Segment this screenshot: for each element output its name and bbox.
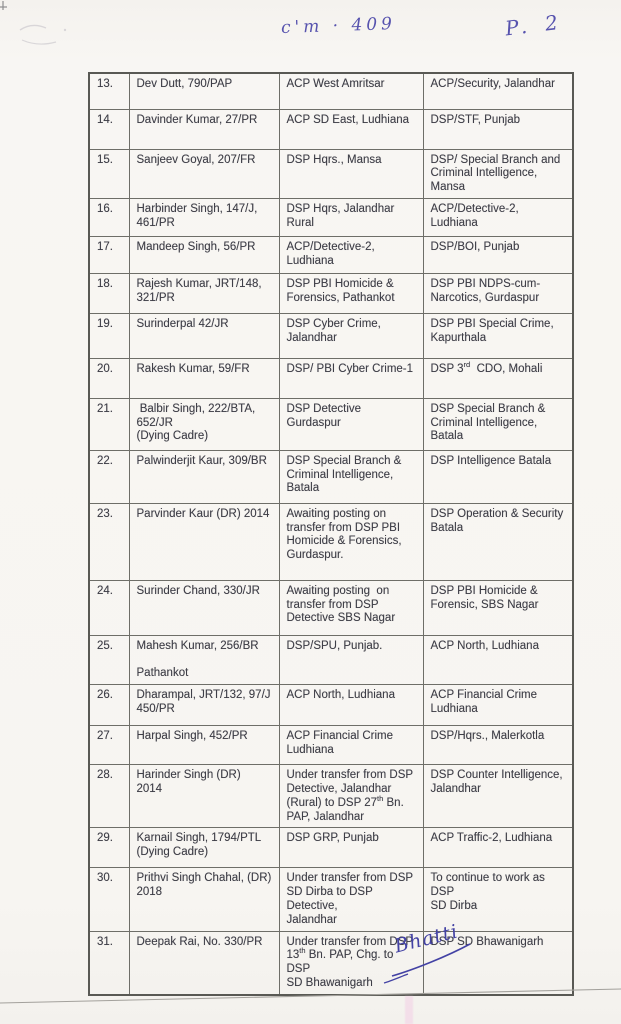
name-cell: Mandeep Singh, 56/PR — [129, 236, 279, 273]
handwritten-note: c'm · 409 — [280, 13, 397, 39]
from-posting-cell: ACP West Amritsar — [279, 73, 423, 109]
serial-cell: 29. — [89, 828, 129, 868]
to-posting-cell: DSP Intelligence Batala — [423, 450, 573, 503]
to-posting-cell: ACP/Security, Jalandhar — [423, 73, 573, 109]
from-posting-cell: DSP Special Branch & Criminal Intelligence, Batala — [279, 450, 423, 503]
serial-cell: 19. — [89, 313, 129, 358]
serial-cell: 23. — [89, 503, 129, 580]
to-posting-cell: ACP North, Ludhiana — [423, 635, 573, 684]
to-posting-cell: DSP PBI Homicide & Forensic, SBS Nagar — [423, 580, 573, 635]
from-posting-cell: ACP North, Ludhiana — [279, 685, 423, 726]
serial-cell: 13. — [89, 73, 129, 109]
table-row — [89, 868, 573, 931]
from-posting-cell: DSP/ PBI Cyber Crime-1 — [279, 358, 423, 398]
table-row — [89, 726, 573, 765]
to-posting-cell: DSP PBI Special Crime, Kapurthala — [423, 313, 573, 358]
name-cell: Dharampal, JRT/132, 97/J 450/PR — [129, 685, 279, 726]
name-cell: Prithvi Singh Chahal, (DR) 2018 — [129, 868, 279, 931]
to-posting-cell: DSP/STF, Punjab — [423, 109, 573, 149]
name-cell: Rakesh Kumar, 59/FR — [129, 358, 279, 398]
name-cell: Surinderpal 42/JR — [129, 313, 279, 358]
name-cell: Davinder Kumar, 27/PR — [129, 109, 279, 149]
name-cell: Mahesh Kumar, 256/BR Pathankot — [129, 635, 279, 684]
to-posting-cell: DSP PBI NDPS-cum- Narcotics, Gurdaspur — [423, 273, 573, 313]
name-cell: Surinder Chand, 330/JR — [129, 580, 279, 635]
serial-cell: 14. — [89, 109, 129, 149]
transfer-table-body — [89, 73, 573, 995]
name-cell: Harinder Singh (DR) 2014 — [129, 765, 279, 828]
to-posting-cell: DSP Operation & Security Batala — [423, 503, 573, 580]
from-posting-cell: ACP Financial Crime Ludhiana — [279, 726, 423, 765]
from-posting-cell: DSP/SPU, Punjab. — [279, 635, 423, 684]
pencil-scribble — [10, 18, 80, 58]
serial-cell: 18. — [89, 273, 129, 313]
to-posting-cell: DSP/BOI, Punjab — [423, 236, 573, 273]
table-row — [89, 828, 573, 868]
table-row — [89, 313, 573, 358]
table-row — [89, 450, 573, 503]
to-posting-cell: DSP/ Special Branch and Criminal Intelligence, Mansa — [423, 149, 573, 198]
serial-cell: 17. — [89, 236, 129, 273]
from-posting-cell: DSP Detective Gurdaspur — [279, 398, 423, 450]
serial-cell: 31. — [89, 931, 129, 995]
serial-cell: 22. — [89, 450, 129, 503]
name-cell: Harpal Singh, 452/PR — [129, 726, 279, 765]
to-posting-cell: To continue to work as DSP SD Dirba — [423, 868, 573, 931]
serial-cell: 30. — [89, 868, 129, 931]
from-posting-cell: DSP Hqrs, Jalandhar Rural — [279, 198, 423, 236]
table-row — [89, 358, 573, 398]
table-row — [89, 273, 573, 313]
from-posting-cell: ACP SD East, Ludhiana — [279, 109, 423, 149]
to-posting-cell: DSP SD Bhawanigarh — [423, 931, 573, 995]
name-cell: Dev Dutt, 790/PAP — [129, 73, 279, 109]
table-row — [89, 503, 573, 580]
to-posting-cell: DSP Special Branch & Criminal Intelligence, Batala — [423, 398, 573, 450]
table-row — [89, 580, 573, 635]
from-posting-cell: DSP Hqrs., Mansa — [279, 149, 423, 198]
name-cell: Harbinder Singh, 147/J, 461/PR — [129, 198, 279, 236]
serial-cell: 27. — [89, 726, 129, 765]
from-posting-cell: Under transfer from DSP Detective, Jalandhar (Rural) to DSP 27th Bn. PAP, Jalandhar — [279, 765, 423, 828]
name-cell: Palwinderjit Kaur, 309/BR — [129, 450, 279, 503]
serial-cell: 16. — [89, 198, 129, 236]
table-row — [89, 765, 573, 828]
from-posting-cell: Under transfer from DSP 13th Bn. PAP, Chg. to DSP SD Bhawanigarh — [279, 931, 423, 995]
serial-cell: 21. — [89, 398, 129, 450]
transfer-table — [88, 72, 574, 996]
serial-cell: 28. — [89, 765, 129, 828]
name-cell: Balbir Singh, 222/BTA, 652/JR (Dying Cadre) — [129, 398, 279, 450]
table-row — [89, 236, 573, 273]
to-posting-cell: ACP Financial Crime Ludhiana — [423, 685, 573, 726]
from-posting-cell: ACP/Detective-2, Ludhiana — [279, 236, 423, 273]
name-cell: Rajesh Kumar, JRT/148, 321/PR — [129, 273, 279, 313]
to-posting-cell: ACP Traffic-2, Ludhiana — [423, 828, 573, 868]
to-posting-cell: ACP/Detective-2, Ludhiana — [423, 198, 573, 236]
table-row — [89, 109, 573, 149]
table-row — [89, 149, 573, 198]
table-row — [89, 198, 573, 236]
corner-mark — [2, 1, 4, 10]
from-posting-cell: DSP GRP, Punjab — [279, 828, 423, 868]
serial-cell: 26. — [89, 685, 129, 726]
name-cell: Parvinder Kaur (DR) 2014 — [129, 503, 279, 580]
table-row — [89, 635, 573, 684]
serial-cell: 24. — [89, 580, 129, 635]
to-posting-cell: DSP 3rd CDO, Mohali — [423, 358, 573, 398]
name-cell: Karnail Singh, 1794/PTL (Dying Cadre) — [129, 828, 279, 868]
to-posting-cell: DSP/Hqrs., Malerkotla — [423, 726, 573, 765]
handwritten-page-number: P. 2 — [503, 9, 566, 41]
signature: Bhatti — [392, 920, 461, 958]
from-posting-cell: Awaiting posting on transfer from DSP PBI Homicide & Forensics, Gurdaspur. — [279, 503, 423, 580]
table-row — [89, 398, 573, 450]
name-cell: Deepak Rai, No. 330/PR — [129, 931, 279, 995]
serial-cell: 25. — [89, 635, 129, 684]
highlighter-streak — [405, 996, 413, 1024]
table-row — [89, 73, 573, 109]
serial-cell: 15. — [89, 149, 129, 198]
name-cell: Sanjeev Goyal, 207/FR — [129, 149, 279, 198]
from-posting-cell: Awaiting posting on transfer from DSP Detective SBS Nagar — [279, 580, 423, 635]
table-row — [89, 685, 573, 726]
to-posting-cell: DSP Counter Intelligence, Jalandhar — [423, 765, 573, 828]
from-posting-cell: Under transfer from DSP SD Dirba to DSP Detective, Jalandhar — [279, 868, 423, 931]
from-posting-cell: DSP Cyber Crime, Jalandhar — [279, 313, 423, 358]
fold-line — [0, 980, 621, 1024]
from-posting-cell: DSP PBI Homicide & Forensics, Pathankot — [279, 273, 423, 313]
serial-cell: 20. — [89, 358, 129, 398]
